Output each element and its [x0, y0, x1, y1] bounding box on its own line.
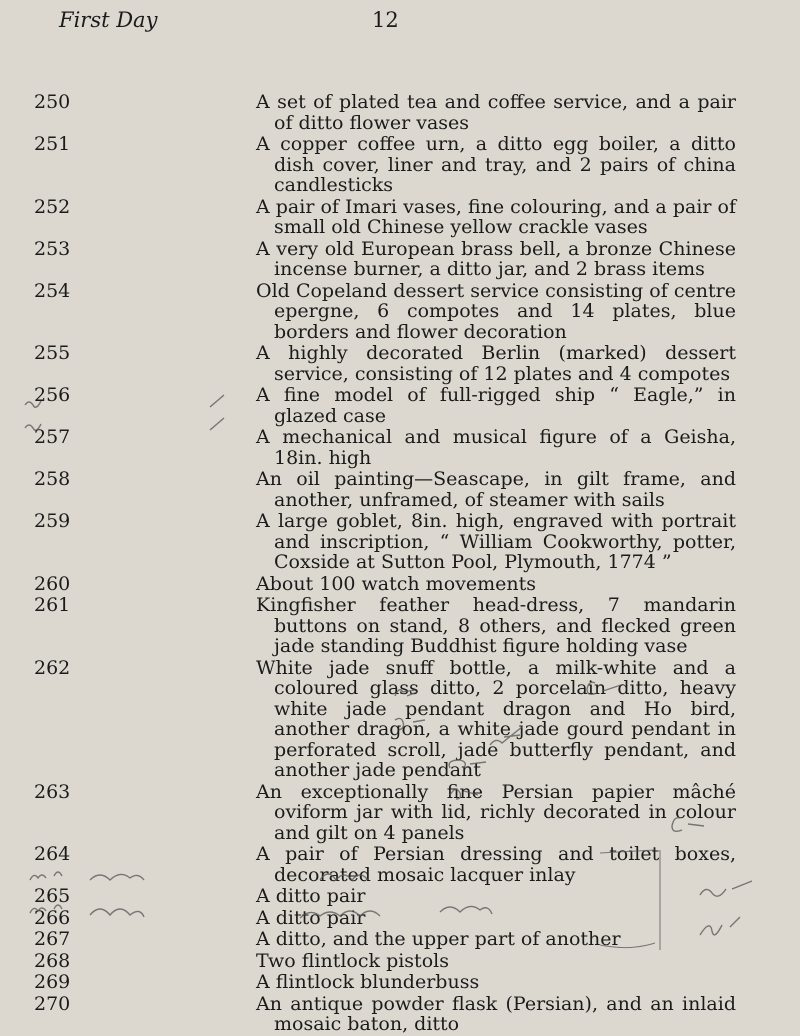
lot-description: Kingfisher feather head-dress, 7 mandarin buttons on stand, 8 others, and flecked green jade standing Buddhist figure holding vase: [256, 594, 736, 657]
lot-description: A pair of Imari vases, fine colouring, and a pair of small old Chinese yellow crackle vases: [256, 195, 736, 238]
lot-description: A ditto pair: [256, 885, 366, 907]
lot-description: A set of plated tea and coffee service, and a pair of ditto flower vases: [256, 91, 736, 134]
lot-number: 262: [34, 656, 71, 679]
lot-description: An oil painting—Seascape, in gilt frame, and another, unframed, of steamer with sails: [256, 468, 736, 511]
lot-number: 258: [34, 468, 71, 490]
page-header: [0, 8, 800, 38]
lot-description: An antique powder flask (Persian), and an inlaid mosaic baton, ditto: [256, 992, 736, 1035]
lot-description: A fine model of full-rigged ship “ Eagle,” in glazed case: [256, 384, 736, 427]
lot-entry: [0, 343, 800, 384]
lot-entry: [0, 511, 800, 573]
lot-entry: [0, 994, 800, 1035]
lot-list: [0, 92, 800, 1036]
lot-entry: [0, 469, 800, 510]
lot-entry: [0, 427, 800, 468]
lot-entry: [0, 844, 800, 885]
lot-entry: [0, 782, 800, 844]
lot-entry: [0, 908, 800, 929]
lot-number: 261: [34, 594, 71, 616]
day-title: First Day: [59, 8, 158, 32]
lot-entry: [0, 385, 800, 426]
lot-description: An exceptionally fine Persian papier mâché oviform jar with lid, richly decorated in colour and gilt on 4 panels: [256, 780, 736, 844]
lot-entry: [0, 658, 800, 781]
lot-number: 253: [34, 237, 71, 260]
lot-number: 259: [34, 510, 71, 532]
lot-entry: [0, 595, 800, 657]
page-number: 12: [372, 8, 399, 32]
lot-description: Two flintlock pistols: [256, 949, 449, 972]
lot-number: 268: [34, 949, 71, 972]
lot-description: A flintlock blunderbuss: [256, 971, 480, 993]
lot-entry: [0, 951, 800, 972]
lot-entry: [0, 886, 800, 907]
lot-number: 254: [34, 279, 71, 302]
lot-number: 266: [34, 906, 71, 929]
lot-description: A copper coffee urn, a ditto egg boiler, a ditto dish cover, liner and tray, and 2 pairs of china candlesticks: [256, 133, 736, 196]
lot-description: A highly decorated Berlin (marked) dessert service, consisting of 12 plates and 4 compotes: [256, 342, 736, 385]
lot-number: 263: [34, 780, 71, 803]
lot-number: 250: [34, 91, 71, 113]
lot-description: A large goblet, 8in. high, engraved with portrait and inscription, “ William Cookworthy, potter, Coxside at Sutton Pool, Plymouth, 1774 ”: [256, 510, 736, 573]
lot-description: Old Copeland dessert service consisting of centre epergne, 6 compotes and 14 plates, blue borders and flower decoration: [256, 279, 736, 343]
lot-description: A pair of Persian dressing and toilet boxes, decorated mosaic lacquer inlay: [256, 843, 736, 886]
lot-entry: [0, 281, 800, 343]
lot-description: A ditto pair: [256, 906, 366, 929]
lot-entry: [0, 929, 800, 950]
lot-number: 251: [34, 133, 71, 155]
lot-entry: [0, 239, 800, 280]
lot-number: 252: [34, 195, 71, 218]
lot-number: 256: [34, 384, 71, 406]
lot-description: A very old European brass bell, a bronze Chinese incense burner, a ditto jar, and 2 brass items: [256, 237, 736, 280]
lot-description: A ditto, and the upper part of another: [256, 928, 621, 950]
lot-entry: [0, 92, 800, 133]
lot-description: A mechanical and musical figure of a Geisha, 18in. high: [256, 426, 736, 469]
lot-number: 267: [34, 928, 71, 950]
lot-description: White jade snuff bottle, a milk-white and a coloured glass ditto, 2 porcelain ditto, heavy white jade pendant dragon and Ho bird, another dragon, a white jade gourd pendant in perforated scroll, jade butterfly pendant, and another jade pendant: [256, 656, 736, 781]
lot-number: 255: [34, 342, 71, 364]
lot-number: 260: [34, 572, 71, 595]
lot-number: 265: [34, 885, 71, 907]
lot-description: About 100 watch movements: [256, 572, 536, 595]
lot-entry: [0, 197, 800, 238]
lot-entry: [0, 574, 800, 595]
lot-entry: [0, 972, 800, 993]
lot-entry: [0, 134, 800, 196]
lot-number: 270: [34, 992, 71, 1015]
lot-number: 269: [34, 971, 71, 993]
lot-number: 257: [34, 426, 71, 448]
lot-number: 264: [34, 843, 71, 865]
